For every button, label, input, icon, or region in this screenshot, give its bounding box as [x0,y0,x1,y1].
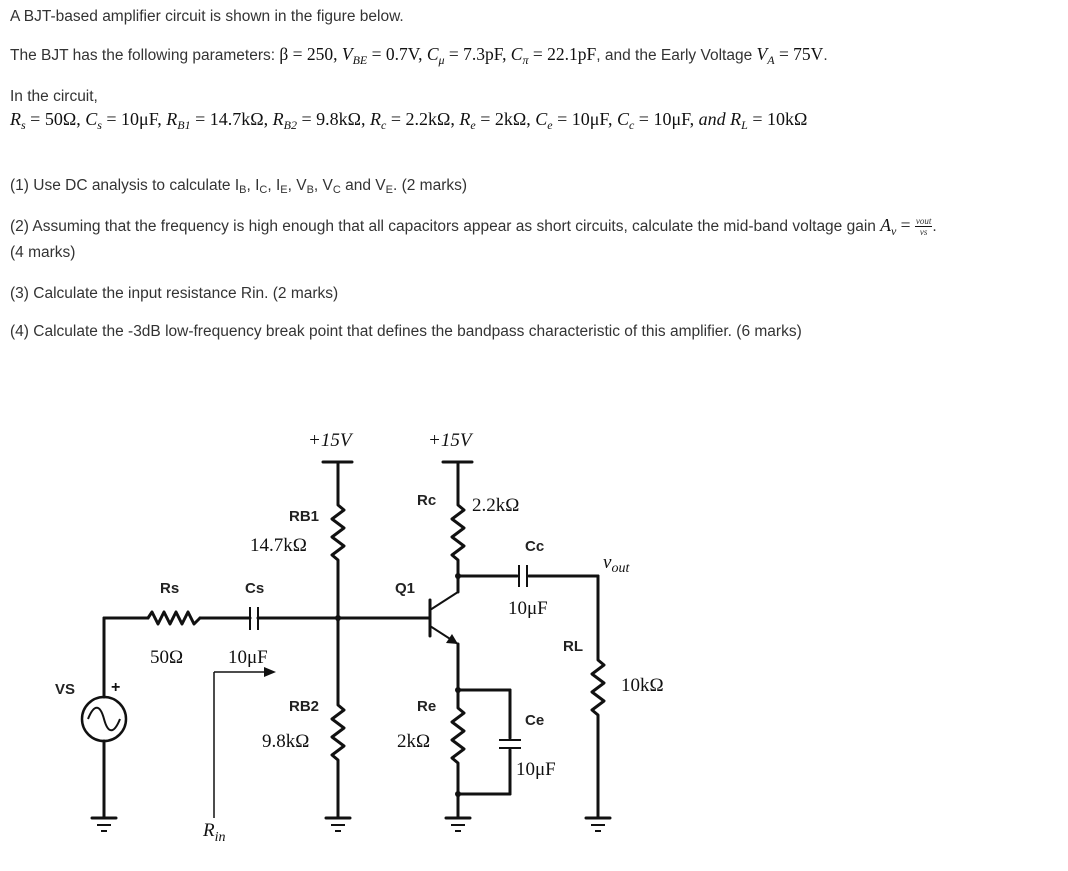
ce-value: 10μF [516,759,556,780]
sine-wave-icon [88,708,120,731]
cmu-param: $C_\mu = 7.3pF$, [426,44,507,67]
rb2-value: 9.8kΩ [262,731,310,752]
q1-part-0: B [239,184,247,196]
supply-label-2: +15V [428,430,472,451]
beta-param: β = 250, [279,44,338,64]
ground-symbol-rb2 [326,818,350,831]
intro-text: A BJT-based amplifier circuit is shown in the figure below. [10,8,404,25]
supply-label-1: +15V [308,430,352,451]
params-lead: The BJT has the following parameters: [10,47,276,64]
q1-part-2: C [259,184,268,196]
rc-label: Rc [417,492,437,509]
base-node [335,615,341,621]
q1-part-10: E [385,184,393,196]
rb1-value: 14.7kΩ [250,535,307,556]
cs-label: Cs [245,580,265,597]
q1-collector-leg [430,592,458,610]
collector-node [455,573,461,579]
q1-emitter-arrow [446,634,458,644]
component-values-line [10,109,807,133]
ce-label: Ce [525,712,545,729]
bjt-params-line [10,44,828,68]
rb1-resistor [332,462,344,618]
early-voltage-param: $V_A = 75V$ [756,44,824,67]
component-value-6: $C_e = 10\mu F$, [535,109,617,132]
q1-part-6: B [306,184,314,196]
question-2: (2) Assuming that the frequency is high enough that all capacitors appear as short circuits, calculate the mid-band voltage gain $A_v$ = $\frac{\text{vout}}{vs}$ . [10,215,937,238]
question-4: (4) Calculate the -3dB low-frequency break point that defines the bandpass characteristic of this amplifier. (6 marks) [10,323,802,340]
question-1: (1) Use DC analysis to calculate IB, IC, IE, VB, VC and VE. (2 marks) [10,177,468,196]
component-value-5: $R_e = 2k\Omega$, [459,109,536,132]
amplifier-circuit-diagram [0,400,1068,871]
q1-part-9: and V [340,177,386,194]
rc-value: 2.2kΩ [472,495,520,516]
ground-symbol-source [92,818,116,831]
rs-label: Rs [160,580,180,597]
re-value: 2kΩ [397,731,431,752]
rl-resistor [592,576,604,818]
component-value-1: $C_s = 10\mu F$, [85,109,167,132]
component-value-8: and $R_L = 10k\Omega$ [698,109,808,132]
rs-value: 50Ω [150,647,184,668]
q1-part-1: , I [246,177,260,194]
rb2-resistor [332,618,344,818]
rb2-label: RB2 [289,698,320,715]
cs-value: 10μF [228,647,268,668]
component-value-2: $R_{B1} = 14.7k\Omega$, [166,109,273,132]
params-end: . [823,47,828,64]
q1-part-7: , V [313,177,333,194]
in-circuit-text: In the circuit, [10,88,98,105]
av-symbol: $A_v$ = [880,215,915,238]
component-value-3: $R_{B2} = 9.8k\Omega$, [272,109,371,132]
q1-part-4: E [280,184,288,196]
ground-symbol-re [446,818,470,831]
re-label: Re [417,698,437,715]
rin-arrow-head [264,667,276,677]
cc-value: 10μF [508,598,548,619]
rb1-label: RB1 [289,508,320,525]
rs-resistor [148,612,200,624]
vout-label: $v_{out}$ [603,552,630,576]
question-3: (3) Calculate the input resistance Rin. (2 marks) [10,285,339,302]
question-2-marks: (4 marks) [10,244,76,261]
gain-fraction: $\frac{\text{vout}}{vs}$ [915,216,932,238]
vbe-param: $V_{BE} = 0.7V$, [341,44,423,67]
plus-sign: + [111,679,121,696]
emitter-ground-node [455,791,461,797]
cpi-param: $C_\pi = 22.1pF$ [510,44,597,67]
rc-resistor [452,462,464,592]
cc-label: Cc [525,538,545,555]
q1-label: Q1 [395,580,416,597]
rl-label: RL [563,638,583,655]
rin-label: $R_{in}$ [203,820,226,845]
re-resistor [452,690,464,818]
component-value-4: $R_c = 2.2k\Omega$, [370,109,460,132]
vs-label: VS [55,681,76,698]
ground-symbol-rl [586,818,610,831]
q1-part-3: , I [267,177,281,194]
q1-part-8: C [332,184,341,196]
q1-part-5: , V [287,177,307,194]
rl-value: 10kΩ [621,675,664,696]
component-value-0: $R_s = 50\Omega$, [10,109,86,132]
component-value-7: $C_c = 10\mu F$, [616,109,699,132]
params-tail: , and the Early Voltage [596,47,753,64]
